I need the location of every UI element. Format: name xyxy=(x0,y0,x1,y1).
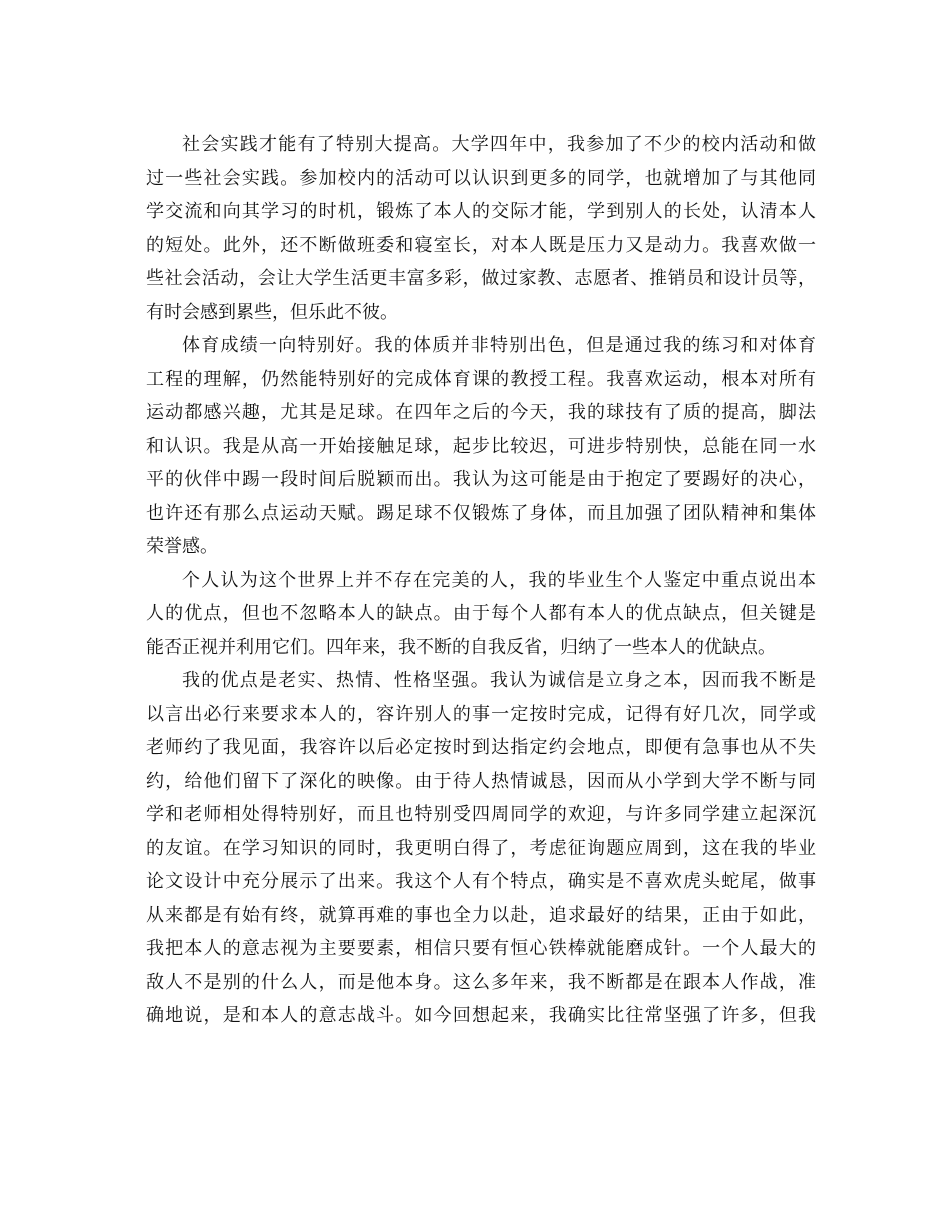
text-line: 个人认为这个世界上并不存在完美的人，我的毕业生个人鉴定中重点说出本 xyxy=(182,569,816,591)
text-line: 约，给他们留下了深化的映像。由于待人热情诚恳，因而从小学到大学不断与同 xyxy=(146,770,816,792)
text-line: 工程的理解，仍然能特别好的完成体育课的教授工程。我喜欢运动，根本对所有 xyxy=(146,368,816,390)
text-line: 从来都是有始有终，就算再难的事也全力以赴，追求最好的结果，正由于如此， xyxy=(146,904,816,926)
text-line: 社会实践才能有了特别大提高。大学四年中，我参加了不少的校内活动和做 xyxy=(182,134,816,155)
text-line: 荣誉感。 xyxy=(146,536,218,557)
text-line: 有时会感到累些，但乐此不彼。 xyxy=(146,301,398,323)
text-line: 过一些社会实践。参加校内的活动可以认识到更多的同学，也就增加了与其他同 xyxy=(146,167,816,189)
text-line: 的友谊。在学习知识的同时，我更明白得了，考虑征询题应周到，这在我的毕业 xyxy=(146,837,816,859)
text-line: 学和老师相处得特别好，而且也特别受四周同学的欢迎，与许多同学建立起深沉 xyxy=(146,804,816,825)
text-line: 也许还有那么点运动天赋。踢足球不仅锻炼了身体，而且加强了团队精神和集体 xyxy=(146,502,816,524)
text-line: 运动都感兴趣，尤其是足球。在四年之后的今天，我的球技有了质的提高，脚法 xyxy=(146,402,816,423)
text-line: 和认识。我是从高一开始接触足球，起步比较迟，可进步特别快，总能在同一水 xyxy=(146,435,816,457)
text-line: 确地说，是和本人的意志战斗。如今回想起来，我确实比往常坚强了许多，但我 xyxy=(146,1005,816,1026)
text-line: 我的优点是老实、热情、性格坚强。我认为诚信是立身之本，因而我不断是 xyxy=(182,670,816,691)
text-line: 敌人不是别的什么人，而是他本身。这么多年来，我不断都是在跟本人作战，准 xyxy=(146,971,816,993)
text-line: 以言出必行来要求本人的，容许别人的事一定按时完成，记得有好几次，同学或 xyxy=(146,703,816,725)
text-line: 能否正视并利用它们。四年来，我不断的自我反省，归纳了一些本人的优缺点。 xyxy=(146,636,776,658)
text-line: 体育成绩一向特别好。我的体质并非特别出色，但是通过我的练习和对体育 xyxy=(182,335,816,356)
text-line: 学交流和向其学习的时机，锻炼了本人的交际才能，学到别人的长处，认清本人 xyxy=(146,201,816,222)
text-line: 老师约了我见面，我容许以后必定按时到达指定约会地点，即便有急事也从不失 xyxy=(146,737,816,758)
text-line: 平的伙伴中踢一段时间后脱颖而出。我认为这可能是由于抱定了要踢好的决心， xyxy=(146,469,816,490)
text-line: 人的优点，但也不忽略本人的缺点。由于每个人都有本人的优点缺点，但关键是 xyxy=(146,603,816,624)
text-line: 的短处。此外，还不断做班委和寝室长，对本人既是压力又是动力。我喜欢做一 xyxy=(146,234,816,256)
body-text xyxy=(146,128,816,1033)
text-line: 些社会活动，会让大学生活更丰富多彩，做过家教、志愿者、推销员和设计员等， xyxy=(146,268,816,289)
text-line: 我把本人的意志视为主要要素，相信只要有恒心铁棒就能磨成针。一个人最大的 xyxy=(146,938,816,959)
text-line: 论文设计中充分展示了出来。我这个人有个特点，确实是不喜欢虎头蛇尾，做事 xyxy=(146,871,816,892)
